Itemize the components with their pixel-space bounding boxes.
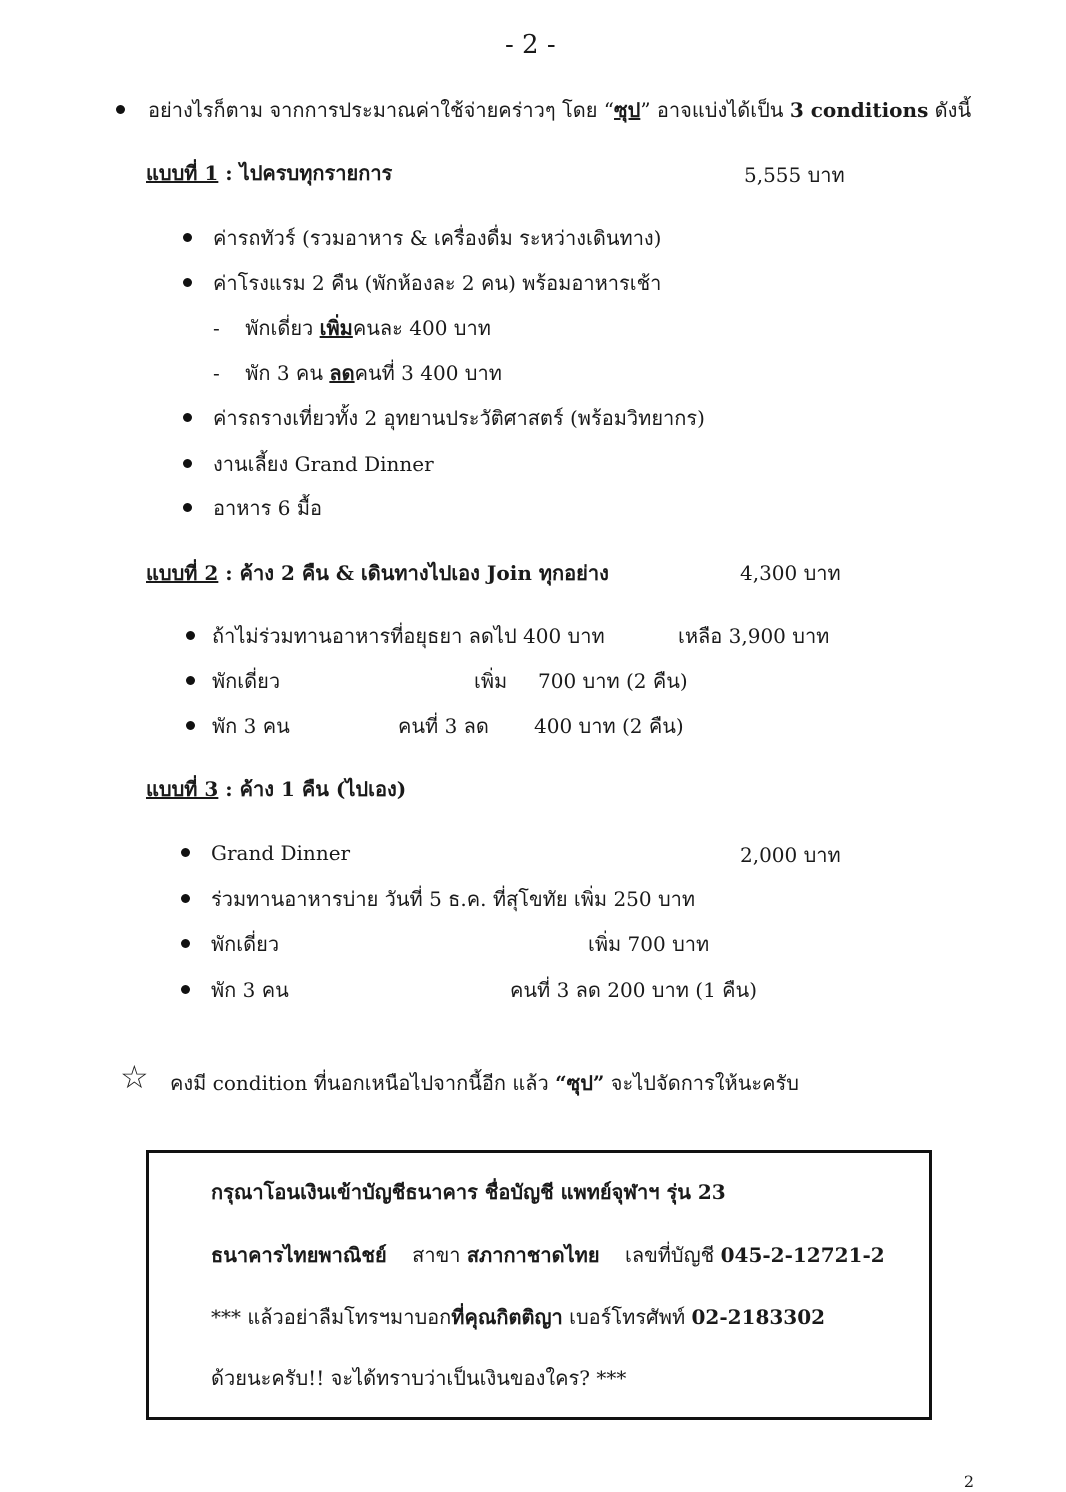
plan2-row-right: เหลือ 3,900 บาท [678, 624, 830, 648]
plan2-title: ค้าง 2 คืน & เดินทางไปเอง Join ทุกอย่าง [239, 561, 609, 585]
plan1-item: งานเลี้ยง Grand Dinner [213, 452, 434, 476]
reminder-mid: เบอร์โทรศัพท์ [562, 1305, 692, 1329]
plan2-heading [146, 560, 609, 586]
sub-pre: พัก 3 คน [245, 361, 330, 385]
plan3-row-text: ร่วมทานอาหารบ่าย วันที่ 5 ธ.ค. ที่สุโขทัย เพิ่ม 250 บาท [211, 887, 696, 911]
plan2-row-mid: คนที่ 3 ลด [398, 714, 489, 738]
sub-pre: พักเดี่ยว [245, 316, 320, 340]
intro-quote-close: ” [640, 98, 651, 122]
bank-line-4: ด้วยนะครับ!! จะได้ทราบว่าเป็นเงินของใคร? *** [211, 1366, 627, 1390]
plan3-heading [146, 776, 406, 802]
plan1-sub-triple [213, 360, 502, 386]
plan3-title: ค้าง 1 คืน (ไปเอง) [239, 777, 407, 801]
plan2-row-text: พักเดี่ยว [212, 669, 281, 693]
account-number: 045-2-12721-2 [720, 1243, 885, 1267]
plan2-row-mid: เพิ่ม [474, 669, 508, 693]
reminder-pre: *** แล้วอย่าลืมโทรฯมาบอก [211, 1305, 452, 1329]
star-icon: ☆ [120, 1058, 149, 1096]
plan2-sep: : [218, 561, 240, 585]
bullet-icon [183, 413, 192, 422]
bank-name: ธนาคารไทยพาณิชย์ [211, 1243, 387, 1267]
bank-line-2 [211, 1242, 885, 1268]
note-name: ซุป [566, 1071, 593, 1095]
plan2-price: 4,300 บาท [740, 561, 841, 585]
intro-line [148, 97, 971, 123]
bullet-icon [186, 721, 195, 730]
plan2-row-text: ถ้าไม่ร่วมทานอาหารที่อยุธยา ลดไป 400 บาท [212, 624, 605, 648]
plan3-sep: : [218, 777, 240, 801]
bank-line-3 [211, 1304, 825, 1330]
contact-phone: 02-2183302 [691, 1305, 826, 1329]
sub-post: คนที่ 3 400 บาท [354, 361, 502, 385]
branch-label: สาขา [412, 1243, 467, 1267]
plan1-item: ค่ารถทัวร์ (รวมอาหาร & เครื่องดื่ม ระหว่างเดินทาง) [213, 226, 662, 250]
intro-prefix: อย่างไรก็ตาม จากการประมาณค่าใช้จ่ายคร่าวๆ โดย [148, 98, 604, 122]
plan2-label: แบบที่ 2 [146, 561, 219, 585]
note-quote-close: ” [592, 1071, 605, 1095]
intro-middle: อาจแบ่งได้เป็น [650, 98, 790, 122]
bank-line-1: กรุณาโอนเงินเข้าบัญชีธนาคาร ชื่อบัญชี แพทย์จุฬาฯ รุ่น 23 [211, 1180, 726, 1204]
bank-info-box [146, 1150, 932, 1420]
corner-page-number: 2 [963, 1472, 974, 1491]
account-label: เลขที่บัญชี [624, 1243, 721, 1267]
note-quote-open: “ [555, 1071, 567, 1095]
contact-name: ที่คุณกิตติญา [451, 1305, 563, 1329]
plan1-label: แบบที่ 1 [146, 161, 219, 185]
plan3-row-right: 2,000 บาท [740, 843, 841, 867]
sub-dash: - [213, 361, 220, 385]
plan2-row-right: 700 บาท (2 คืน) [538, 669, 688, 693]
bullet-icon [186, 631, 195, 640]
note-post: จะไปจัดการให้นะครับ [604, 1071, 799, 1095]
branch-name: สภากาชาดไทย [466, 1243, 600, 1267]
plan2-row-right: 400 บาท (2 คืน) [534, 714, 684, 738]
bullet-icon [181, 985, 190, 994]
plan1-sub-single [213, 315, 491, 341]
plan3-row-right: เพิ่ม 700 บาท [588, 932, 710, 956]
sub-underlined: เพิ่ม [319, 316, 353, 340]
bullet-icon [183, 459, 192, 468]
plan1-heading [146, 160, 392, 186]
note-pre: คงมี condition ที่นอกเหนือไปจากนี้อีก แล้ว [170, 1071, 556, 1095]
plan2-row-text: พัก 3 คน [212, 714, 290, 738]
plan3-row-right: คนที่ 3 ลด 200 บาท (1 คืน) [510, 978, 758, 1002]
plan3-label: แบบที่ 3 [146, 777, 219, 801]
plan1-title: ไปครบทุกรายการ [239, 161, 393, 185]
plan1-sep: : [218, 161, 240, 185]
bullet-icon [183, 503, 192, 512]
intro-quote-open: “ [603, 98, 615, 122]
plan1-item: ค่าโรงแรม 2 คืน (พักห้องละ 2 คน) พร้อมอาหารเช้า [213, 271, 662, 295]
intro-name: ซุป [614, 98, 641, 122]
bullet-icon [183, 233, 192, 242]
plan3-row-text: Grand Dinner [211, 841, 351, 865]
plan1-item: ค่ารถรางเที่ยวทั้ง 2 อุทยานประวัติศาสตร์ (พร้อมวิทยากร) [213, 406, 705, 430]
bullet-icon [183, 278, 192, 287]
plan3-row-text: พัก 3 คน [211, 978, 289, 1002]
intro-suffix: ดังนี้ [928, 98, 972, 122]
plan1-item: อาหาร 6 มื้อ [213, 496, 323, 520]
bullet-icon [186, 676, 195, 685]
page-number: - 2 - [505, 30, 556, 60]
plan1-price: 5,555 บาท [744, 163, 845, 187]
bullet-icon [181, 894, 190, 903]
bullet-icon [181, 848, 190, 857]
note-line [170, 1070, 799, 1096]
bullet-icon [181, 939, 190, 948]
sub-underlined: ลด [329, 361, 355, 385]
plan3-row-text: พักเดี่ยว [211, 932, 280, 956]
sub-dash: - [213, 316, 220, 340]
intro-conditions: 3 conditions [789, 98, 929, 122]
sub-post: คนละ 400 บาท [352, 316, 491, 340]
bullet-icon [116, 105, 125, 114]
